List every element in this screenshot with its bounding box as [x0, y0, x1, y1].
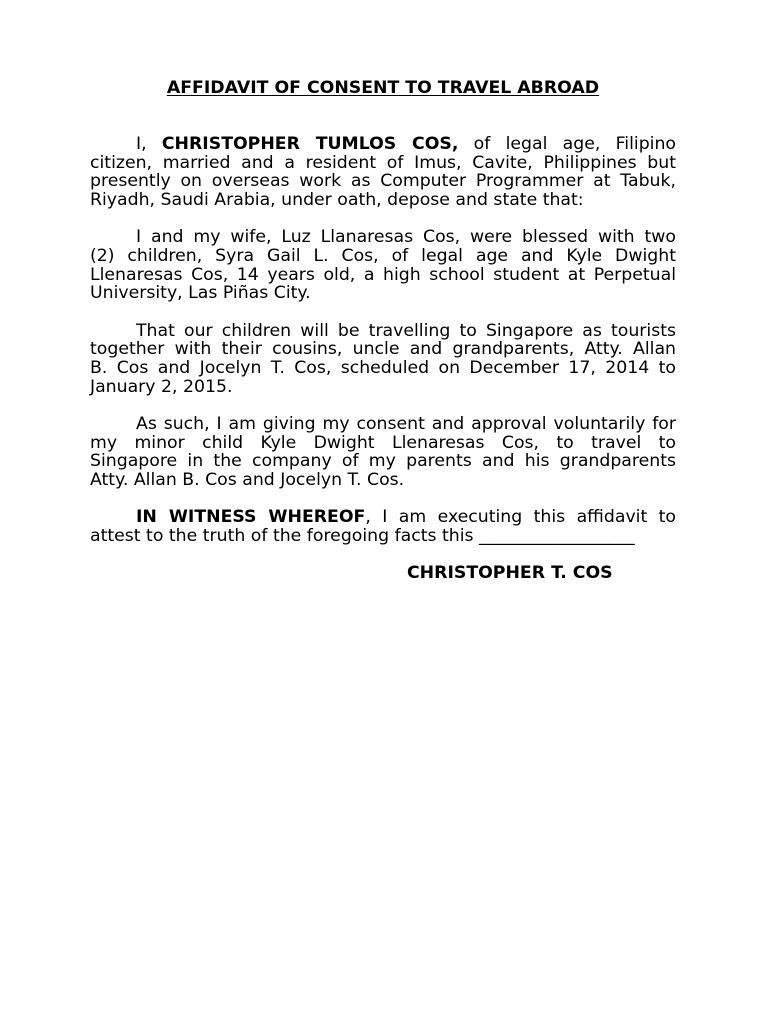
paragraph-consent — [90, 415, 676, 490]
paragraph-line: University, Las Piñas City. — [90, 283, 311, 304]
paragraph-line — [90, 135, 676, 154]
affidavit-body — [90, 79, 676, 583]
paragraph-witness-clause — [90, 508, 676, 545]
paragraph-line: I and my wife, Luz Llanaresas Cos, were blessed with two — [136, 227, 676, 248]
paragraph-line: Singapore in the company of my parents and his grandparents — [90, 451, 676, 472]
signature-name: CHRISTOPHER T. COS — [407, 563, 613, 584]
paragraph-line: (2) children, Syra Gail L. Cos, of legal age and Kyle Dwight — [90, 246, 676, 267]
paragraph-line: Atty. Allan B. Cos and Jocelyn T. Cos. — [90, 470, 405, 491]
text-segment: I, — [136, 134, 162, 154]
paragraph-line: Riyadh, Saudi Arabia, under oath, depose and state that: — [90, 190, 584, 211]
witness-heading: IN WITNESS WHEREOF — [136, 507, 366, 528]
paragraph-line: January 2, 2015. — [90, 376, 233, 397]
paragraph-line-date-blank: attest to the truth of the foregoing facts this __________________ — [90, 526, 635, 547]
paragraph-travel-details — [90, 322, 676, 397]
paragraph-line: presently on overseas work as Computer Programmer at Tabuk, — [90, 171, 676, 192]
paragraph-line: B. Cos and Jocelyn T. Cos, scheduled on December 17, 2014 to — [90, 358, 676, 379]
paragraph-statement-of-affiant — [90, 135, 676, 210]
paragraph-line: my minor child Kyle Dwight Llenaresas Cos, to travel to — [90, 432, 676, 453]
paragraph-line: citizen, married and a resident of Imus, Cavite, Philippines but — [90, 152, 676, 173]
paragraph-line: As such, I am giving my consent and approval voluntarily for — [136, 414, 676, 435]
paragraph-line: Llenaresas Cos, 14 years old, a high school student at Perpetual — [90, 264, 676, 285]
affiant-name: CHRISTOPHER TUMLOS COS, — [161, 134, 459, 154]
paragraph-line: That our children will be travelling to Singapore as tourists — [136, 320, 676, 341]
document-title: AFFIDAVIT OF CONSENT TO TRAVEL ABROAD — [166, 78, 600, 98]
text-segment: of legal age, Filipino — [458, 134, 676, 154]
paragraph-line — [90, 508, 676, 527]
paragraph-line: together with their cousins, uncle and grandparents, Atty. Allan — [90, 339, 676, 360]
text-segment: , I am executing this affidavit to — [365, 507, 677, 528]
paragraph-children — [90, 228, 676, 303]
